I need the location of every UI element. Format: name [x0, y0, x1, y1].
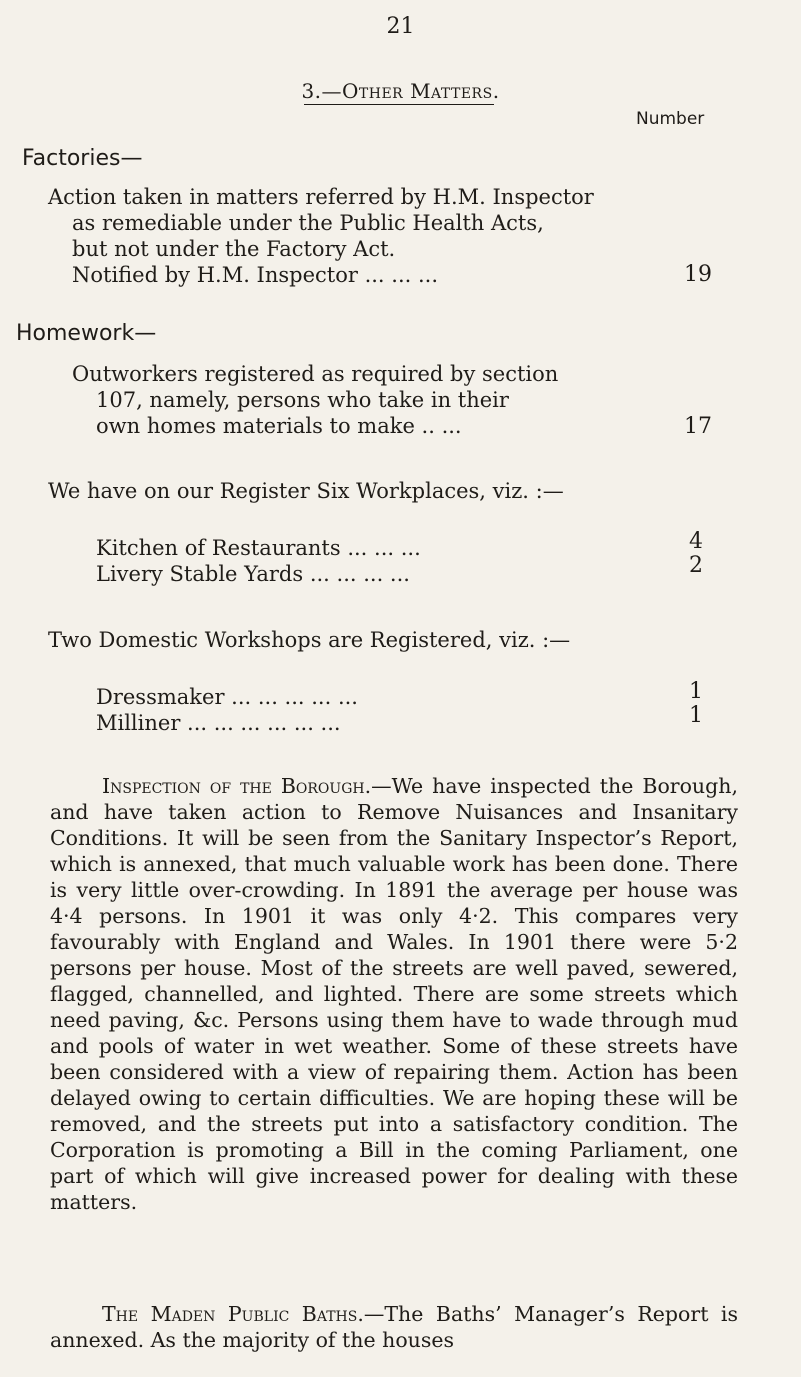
baths-title: The Maden Public Baths. [102, 1302, 364, 1326]
heading-underline [304, 104, 494, 105]
factories-heading: Factories— [22, 146, 143, 171]
factories-line: Action taken in matters referred by H.M. Inspector [48, 185, 594, 209]
workshop-item-label: Milliner ... ... ... ... ... ... [96, 711, 341, 735]
workplace-item-value: 2 [689, 553, 703, 578]
inspection-paragraph [50, 773, 738, 1215]
workshop-item-value: 1 [689, 703, 703, 728]
workshops-intro: Two Domestic Workshops are Registered, viz. :— [48, 628, 571, 652]
homework-value: 17 [684, 414, 712, 439]
number-column-header: Number [636, 109, 705, 129]
homework-heading: Homework— [16, 321, 157, 346]
workshop-item-value: 1 [689, 679, 703, 704]
inspection-title: Inspection of the Borough. [102, 774, 372, 798]
workplaces-intro: We have on our Register Six Workplaces, viz. :— [48, 479, 564, 503]
workshop-item-label: Dressmaker ... ... ... ... ... [96, 685, 358, 709]
factories-line: Notified by H.M. Inspector ... ... ... [72, 263, 439, 287]
homework-line: Outworkers registered as required by section [72, 362, 559, 386]
factories-value: 19 [684, 262, 712, 287]
workplace-item-label: Livery Stable Yards ... ... ... ... [96, 562, 410, 586]
baths-text: —The Baths’ Manager’s Report is annexed. As the majority of the houses [50, 1302, 738, 1352]
homework-line: 107, namely, persons who take in their [96, 388, 509, 412]
factories-line: but not under the Factory Act. [72, 237, 396, 261]
workplace-item-label: Kitchen of Restaurants ... ... ... [96, 536, 421, 560]
workplace-item-value: 4 [689, 529, 703, 554]
factories-line: as remediable under the Public Health Acts, [72, 211, 544, 235]
inspection-text: —We have inspected the Borough, and have taken action to Remove Nuisances and Insanitary Conditions. It will be seen from the Sanitary Inspector’s Report, which is annexed, that much valuable work has been done. There is very little over-crowding. In 1891 the average per house was 4·4 persons. In 1901 it was only 4·2. This compares very favourably with England and Wales. In 1901 there were 5·2 persons per house. Most of the streets are well paved, sewered, flagged, channelled, and lighted. There are some streets which need paving, &c. Persons using them have to wade through mud and pools of water in wet weather. Some of these streets have been considered with a view of repairing them. Action has been delayed owing to certain difficulties. We are hoping these will be removed, and the streets put into a satisfactory condition. The Corporation is promoting a Bill in the coming Parliament, one part of which will give increased power for dealing with these matters. [50, 774, 738, 1214]
page-number: 21 [386, 14, 415, 39]
baths-paragraph [50, 1301, 738, 1353]
section-heading: 3.—Other Matters. [301, 79, 500, 103]
homework-line: own homes materials to make .. ... [96, 414, 462, 438]
